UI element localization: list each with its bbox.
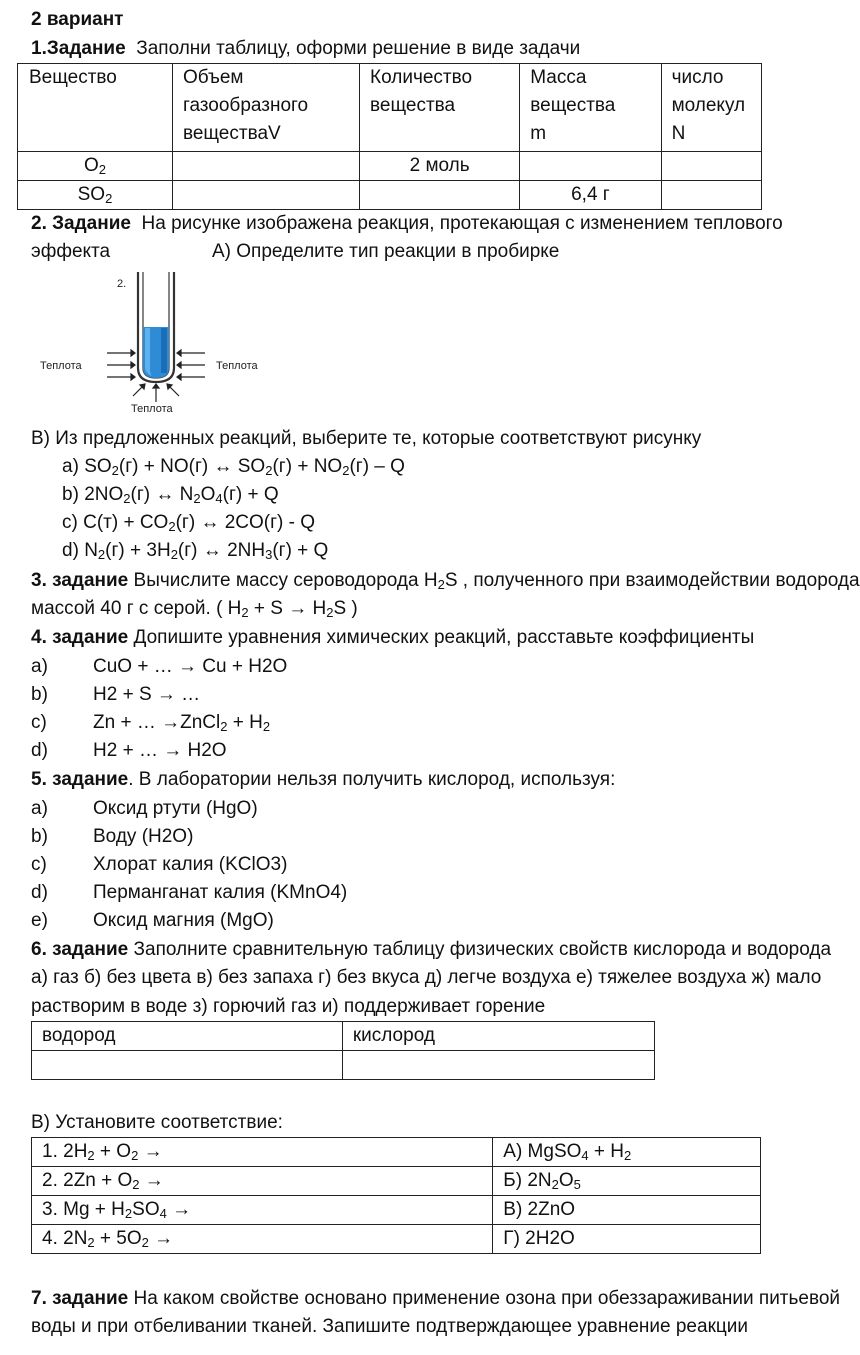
cell-molecules[interactable]: [661, 152, 761, 181]
test-tube-figure: [35, 268, 275, 418]
match-left: 1. $2H_2 + O_2$ →: [32, 1138, 493, 1167]
task4-heading: 4. задание Допишите уравнения химических реакций, расставьте коэффициенты: [31, 627, 755, 648]
heat-arrows-right-icon: [177, 350, 205, 380]
item-label: d): [31, 882, 48, 903]
item-label: b): [31, 684, 48, 705]
task3-text-line2: массой 40 г с серой. ( $H_2 + S \to H_2S$ ): [31, 598, 358, 620]
reaction-option: c) $C(т) + CO_2(г)$ ↔ 2CO(г) - Q: [62, 512, 316, 534]
comparison-table: [31, 1021, 655, 1080]
item-label: a): [31, 798, 48, 819]
match-left: 4. $2N_2 + 5O_2$ →: [32, 1225, 493, 1254]
list-item: Хлорат калия (KClO3): [93, 854, 288, 875]
list-item: Перманганат калия (KMnO4): [93, 882, 348, 903]
task7-heading: 7. задание На каком свойстве основано применение озона при обеззараживании питьевой: [31, 1288, 841, 1309]
cell-hydrogen[interactable]: [32, 1051, 343, 1080]
task6-properties-line1: а) газ б) без цвета в) без запаха г) без вкуса д) легче воздуха е) тяжелее воздуха ж) мало: [31, 967, 822, 988]
heat-label-right: Теплота: [216, 360, 258, 372]
header-hydrogen: водород: [32, 1022, 343, 1051]
header-mass: Масса вещества m: [520, 64, 661, 152]
task1-table: [17, 63, 762, 210]
item-label: b): [31, 826, 48, 847]
header-volume: Объем газообразного веществаV: [172, 64, 359, 152]
equation-item: H2 + S → …: [93, 684, 201, 705]
task2-heading: 2. Задание На рисунке изображена реакция, протекающая с изменением теплового: [31, 213, 783, 234]
task3-heading: 3. задание Вычислите массу сероводорода $H_2S$ , полученного при взаимодействии водорода: [31, 570, 860, 592]
item-label: a): [31, 656, 48, 677]
cell-mass[interactable]: 6,4 г: [520, 181, 661, 210]
reaction-option: d) $N_2(г) + 3H_2(г)$ ↔ $2NH_3(г) + Q$: [62, 540, 329, 562]
match-left: 3. $Mg + H_2SO_4$ →: [32, 1196, 493, 1225]
test-tube-icon: [138, 272, 174, 382]
variant-title: 2 вариант: [31, 9, 124, 30]
task6-properties-line2: растворим в воде з) горючий газ и) поддерживает горение: [31, 996, 546, 1017]
table-row: [18, 181, 762, 210]
task2-part-a: А) Определите тип реакции в пробирке: [212, 241, 560, 262]
cell-amount[interactable]: [360, 181, 520, 210]
table-row: [32, 1225, 761, 1254]
list-item: Оксид ртути (HgO): [93, 798, 258, 819]
item-label: c): [31, 854, 47, 875]
match-right: Б) $2N_2O_5$: [493, 1167, 761, 1196]
list-item: Оксид магния (MgO): [93, 910, 274, 931]
item-label: c): [31, 712, 47, 733]
match-left: 2. $2Zn + O_2$ →: [32, 1167, 493, 1196]
cell-molecules[interactable]: [661, 181, 761, 210]
task7-text-line2: воды и при отбеливании тканей. Запишите подтверждающее уравнение реакции: [31, 1316, 748, 1337]
header-substance: Вещество: [18, 64, 173, 152]
table-row: [32, 1167, 761, 1196]
matching-table: [31, 1137, 761, 1254]
table-row: [32, 1138, 761, 1167]
heat-arrows-left-icon: [107, 350, 135, 380]
header-molecules: число молекул N: [661, 64, 761, 152]
list-item: Воду (H2O): [93, 826, 194, 847]
task6-heading: 6. задание Заполните сравнительную таблицу физических свойств кислорода и водорода: [31, 939, 832, 960]
task2-part-b: В) Из предложенных реакций, выберите те, которые соответствуют рисунку: [31, 428, 702, 449]
header-amount: Количество вещества: [360, 64, 520, 152]
heat-arrows-bottom-icon: [133, 384, 179, 402]
equation-item: Zn + … →ZnCl$_2$ + $H_2$: [93, 712, 271, 734]
cell-volume[interactable]: [172, 181, 359, 210]
match-right: Г) 2H2O: [493, 1225, 761, 1254]
equation-item: H2 + … → H2O: [93, 740, 227, 761]
match-right: А) MgSO$_4$ + $H_2$: [493, 1138, 761, 1167]
heat-label-left: Теплота: [40, 360, 82, 372]
heat-label-bottom: Теплота: [131, 403, 173, 415]
match-right: В) 2ZnO: [493, 1196, 761, 1225]
cell-mass[interactable]: [520, 152, 661, 181]
task1-header-row: [18, 64, 762, 152]
table-row: [18, 152, 762, 181]
cell-amount[interactable]: 2 моль: [360, 152, 520, 181]
cell-oxygen[interactable]: [342, 1051, 654, 1080]
cell-volume[interactable]: [172, 152, 359, 181]
item-label: d): [31, 740, 48, 761]
figure-number: 2.: [117, 278, 127, 290]
item-label: e): [31, 910, 48, 931]
header-oxygen: кислород: [342, 1022, 654, 1051]
task2-text-line2: эффекта: [31, 241, 111, 262]
equation-item: CuO + … → Cu + H2O: [93, 656, 288, 677]
reaction-option: a) $SO_2(г) + NO(г)$ ↔ $SO_2(г) + NO_2(г) - Q$: [62, 456, 405, 478]
table-row: [32, 1196, 761, 1225]
task5-heading: 5. задание. В лаборатории нельзя получить кислород, используя:: [31, 769, 616, 790]
cell-substance: $O_2$: [18, 152, 173, 181]
task1-heading: 1.Задание Заполни таблицу, оформи решение в виде задачи: [31, 38, 581, 59]
task6-part-b: В) Установите соответствие:: [31, 1112, 283, 1133]
reaction-option: b) $2NO_2(г)$ ↔ $N_2O_4(г) + Q$: [62, 484, 279, 506]
cell-substance: $SO_2$: [18, 181, 173, 210]
